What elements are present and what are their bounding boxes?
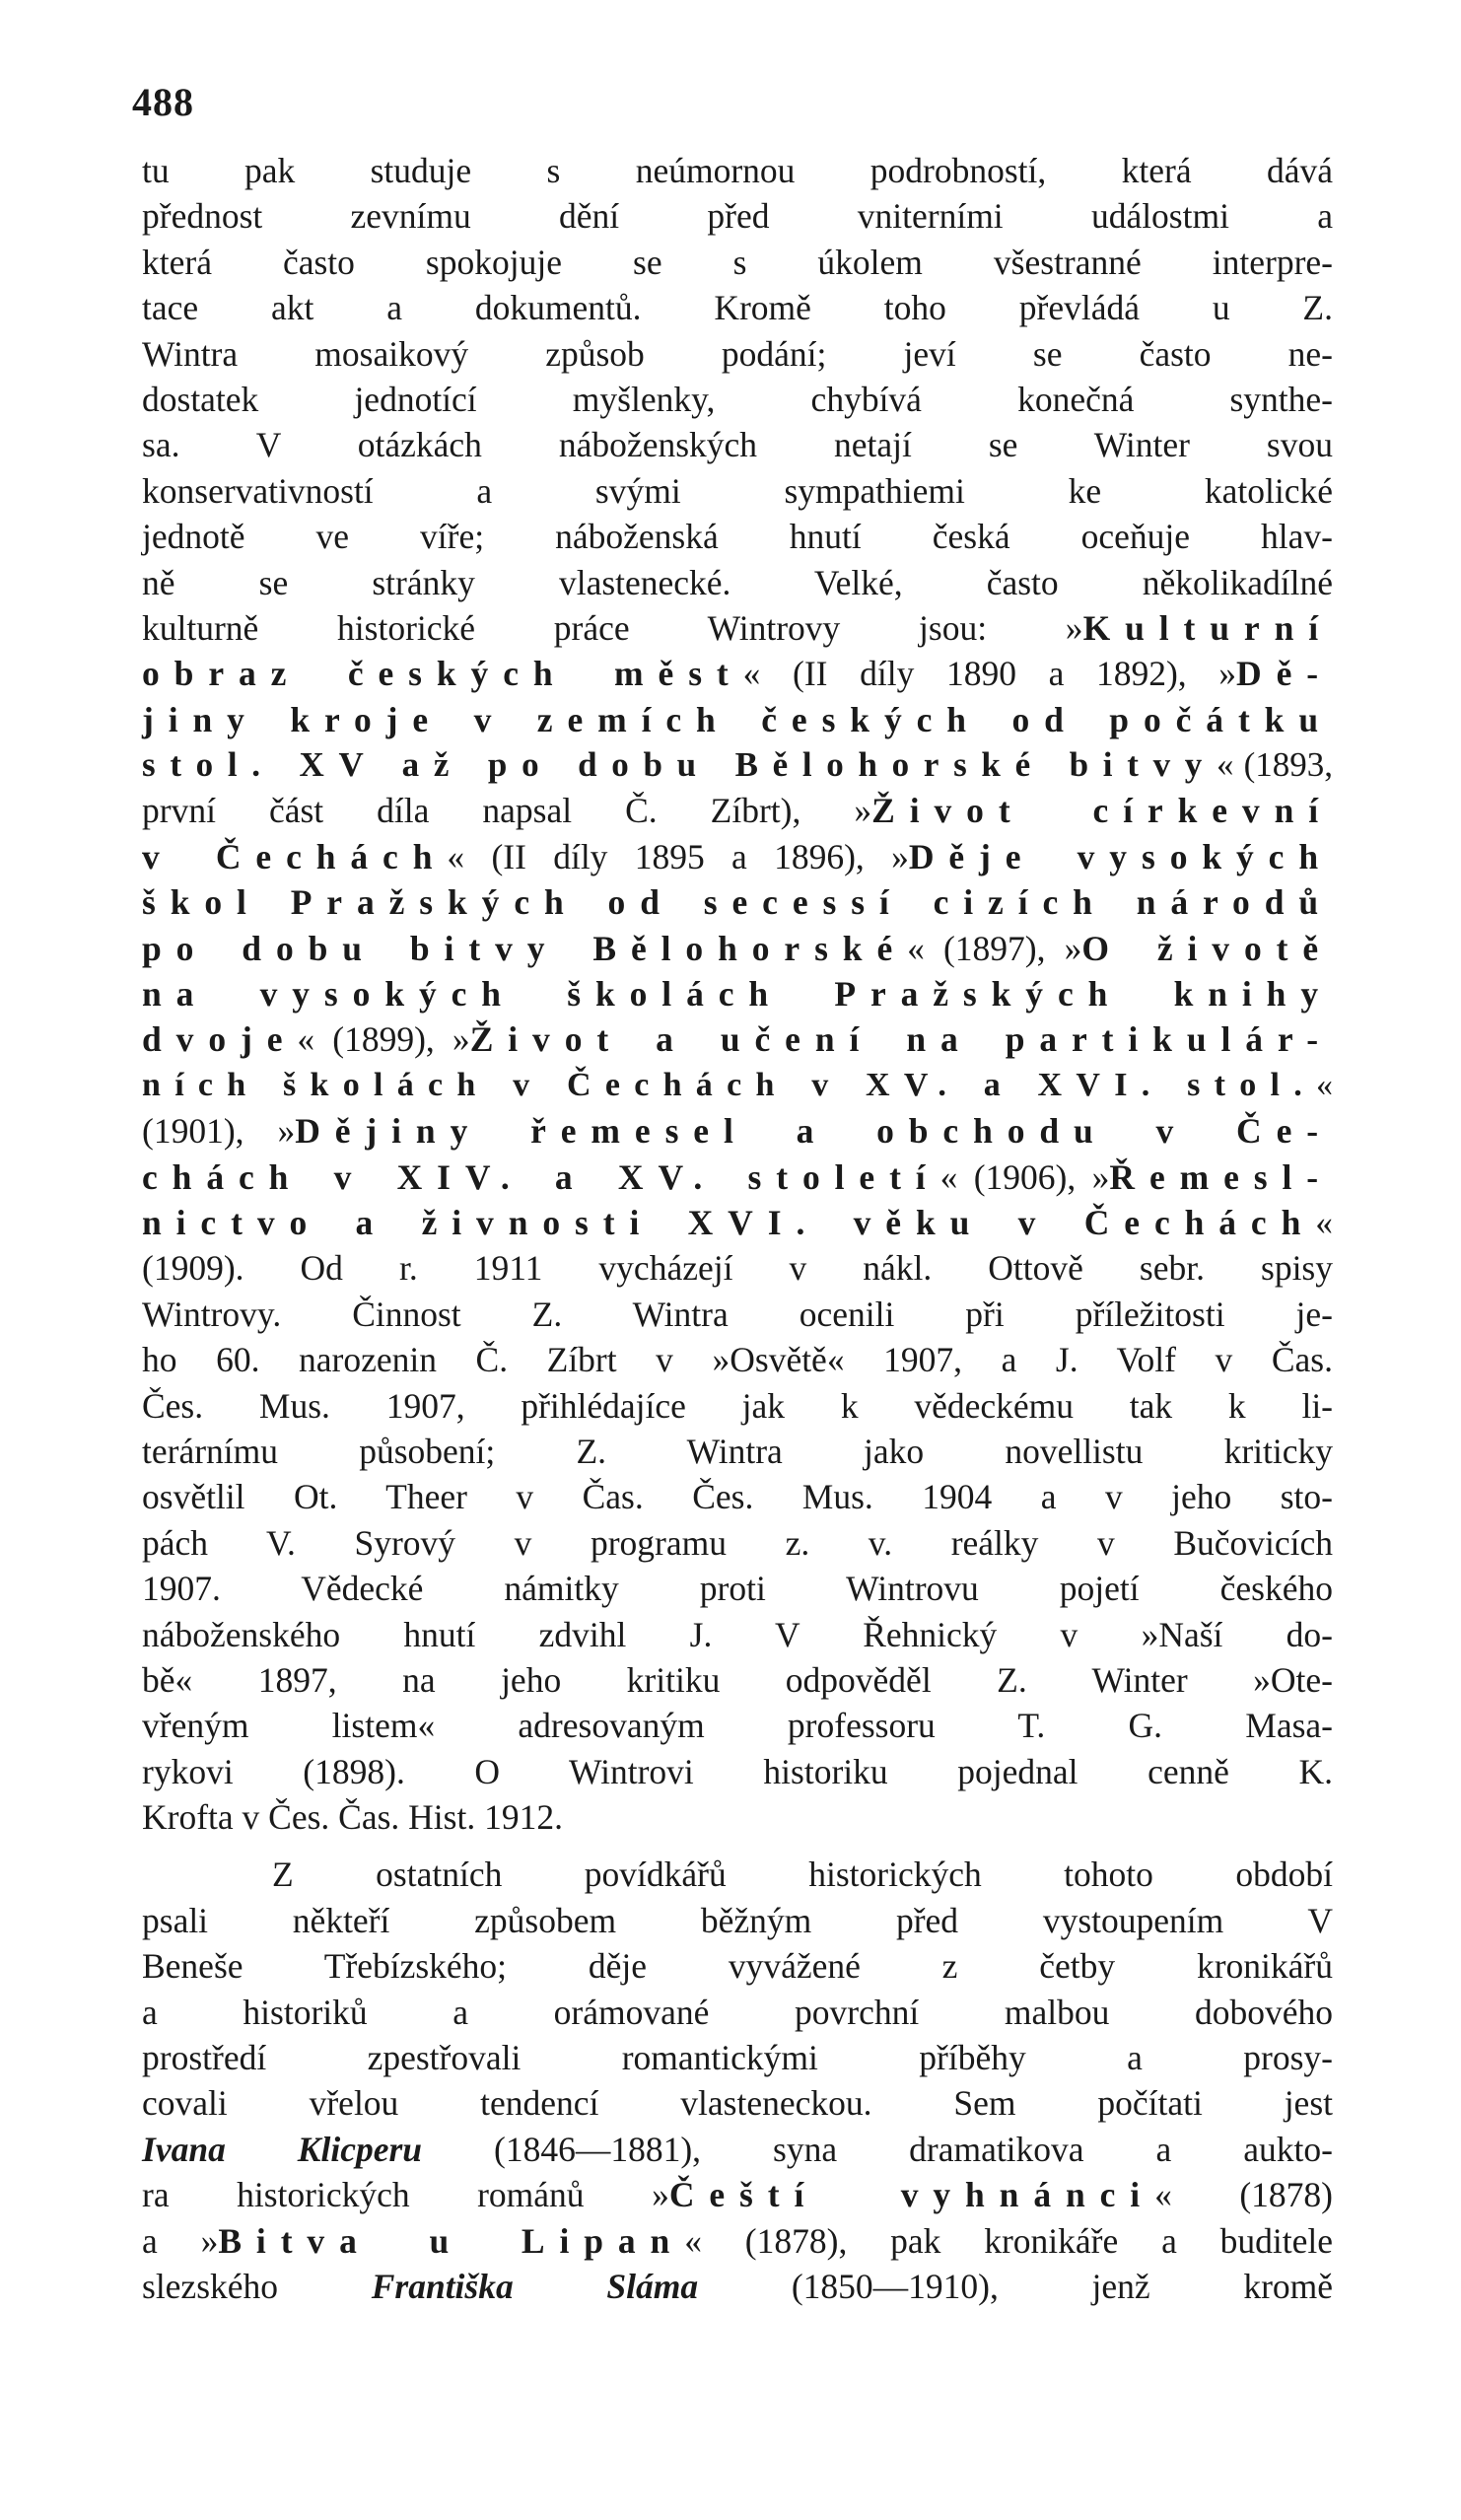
text-line — [142, 2035, 1333, 2080]
text-line — [142, 2080, 1333, 2126]
text-run: (1909). Od r. 1911 vycházejí v nákl. Ottově sebr. spisy — [142, 1248, 1333, 1289]
text-run: rykovi (1898). O Wintrovi historiku pojednal cenně K. — [142, 1751, 1333, 1791]
text-line — [142, 1990, 1333, 2035]
text-run: terárnímu působení; Z. Wintra jako novellistu kriticky — [142, 1431, 1333, 1471]
text-line — [142, 1703, 1333, 1748]
spaced-title: dvoje — [142, 1019, 298, 1060]
text-line — [142, 1657, 1333, 1703]
text-line — [142, 2264, 1333, 2309]
text-run: jednotě ve víře; náboženská hnutí česká oceňuje hlav- — [142, 517, 1333, 557]
text-line — [142, 788, 1333, 833]
text-line — [142, 834, 1333, 879]
text-run: dostatek jednotící myšlenky, chybívá konečná synthe- — [142, 379, 1333, 419]
text-run: « (II díly 1890 a 1892), » — [742, 654, 1237, 694]
text-run: « — [1316, 1066, 1333, 1103]
text-run: prostředí zpestřovali romantickými příběhy a prosy- — [142, 2038, 1333, 2078]
text-line — [142, 2218, 1333, 2264]
spaced-title: Dě- — [1236, 654, 1333, 694]
spaced-title: Kulturní — [1082, 607, 1333, 648]
spaced-title: chách v XIV. a XV. století — [142, 1156, 940, 1197]
text-run: bě« 1897, na jeho kritiku odpověděl Z. Winter »Ote- — [142, 1659, 1333, 1700]
text-line — [142, 1898, 1333, 1943]
text-run: « (1878), pak kronikáře a buditele — [684, 2220, 1334, 2261]
text-line — [142, 193, 1333, 239]
text-line — [142, 2172, 1333, 2217]
text-line — [142, 742, 1333, 788]
text-run: Beneše Třebízského; děje vyvážené z četby kronikářů — [142, 1946, 1333, 1987]
text-line — [142, 560, 1333, 605]
text-line — [142, 1200, 1333, 1245]
text-run: a historiků a orámované povrchní malbou dobového — [142, 1992, 1333, 2032]
text-line — [142, 1474, 1333, 1519]
text-line — [142, 148, 1333, 193]
spaced-title: Řemesl- — [1109, 1156, 1333, 1197]
text-line — [142, 651, 1333, 696]
text-line — [142, 1337, 1333, 1382]
text-run: (1850—1910), jenž kromě — [698, 2266, 1334, 2306]
italic-name: Františka Sláma — [371, 2266, 699, 2306]
text-run: ně se stránky vlastenecké. Velké, často několikadílné — [142, 562, 1333, 602]
text-line — [142, 1429, 1333, 1474]
text-run: a » — [142, 2220, 219, 2261]
text-run: která často spokojuje se s úkolem všestranné interpre- — [142, 242, 1333, 282]
text-line — [142, 514, 1333, 559]
page-number: 488 — [132, 80, 194, 124]
text-run: « (1897), » — [907, 928, 1082, 968]
text-run: ho 60. narozenin Č. Zíbrt v »Osvětě« 1907, a J. Volf v Čas. — [142, 1340, 1333, 1380]
text-line — [142, 1520, 1333, 1566]
spaced-title: Dějiny řemesel a obchodu v Če- — [295, 1111, 1333, 1152]
paragraph-gap — [142, 1840, 1333, 1852]
text-run: tu pak studuje s neúmornou podrobností, která dává — [142, 151, 1333, 190]
text-line — [142, 377, 1333, 422]
text-run: přednost zevnímu dění před vniterními událostmi a — [142, 196, 1333, 237]
text-line — [142, 240, 1333, 285]
spaced-title: Život církevní — [871, 791, 1333, 831]
text-run: konservativností a svými sympathiemi ke katolické — [142, 470, 1333, 511]
text-run: « (1899), » — [297, 1019, 470, 1060]
text-run: Čes. Mus. 1907, přihlédajíce jak k vědeckému tak k li- — [142, 1385, 1333, 1426]
spaced-title: obraz českých měst — [142, 654, 743, 694]
text-run: náboženského hnutí zdvihl J. V Řehnický v »Naší do- — [142, 1614, 1333, 1654]
text-run: Krofta v Čes. Čas. Hist. 1912. — [142, 1797, 563, 1838]
text-run: slezského — [142, 2266, 372, 2306]
text-run: « — [1315, 1202, 1333, 1242]
spaced-title: nictvo a živnosti XVI. věku v Čechách — [142, 1202, 1316, 1242]
text-line — [142, 1108, 1333, 1154]
text-line — [142, 1063, 1333, 1108]
text-run: psali někteří způsobem běžným před vystoupením V — [142, 1900, 1333, 1940]
text-run: osvětlil Ot. Theer v Čas. Čes. Mus. 1904 a v jeho sto- — [142, 1477, 1333, 1517]
text-line — [142, 926, 1333, 971]
text-line — [142, 1566, 1333, 1611]
text-line — [142, 331, 1333, 377]
text-line — [142, 422, 1333, 467]
spaced-title: jiny kroje v zemích českých od počátku — [142, 699, 1333, 739]
spaced-title: na vysokých školách Pražských knihy — [142, 974, 1333, 1015]
text-line — [142, 1292, 1333, 1337]
spaced-title: škol Pražských od secessí cizích národů — [142, 882, 1333, 923]
text-line — [142, 971, 1333, 1016]
spaced-title: po dobu bitvy Bělohorské — [142, 928, 908, 968]
text-run: Z ostatních povídkářů historických tohoto období — [272, 1855, 1333, 1895]
text-line — [142, 285, 1333, 330]
text-run: kulturně historické práce Wintrovy jsou: » — [142, 607, 1083, 648]
text-line — [142, 1016, 1333, 1062]
italic-name: Ivana Klicperu — [142, 2129, 423, 2169]
text-line — [142, 1155, 1333, 1200]
text-line — [142, 605, 1333, 651]
text-line — [142, 468, 1333, 514]
text-run: 1907. Vědecké námitky proti Wintrovu pojetí českého — [142, 1569, 1333, 1609]
text-run: tace akt a dokumentů. Kromě toho převládá u Z. — [142, 288, 1333, 328]
body-text — [142, 148, 1333, 2309]
text-run: « (1878) — [1154, 2175, 1334, 2215]
text-run: pách V. Syrový v programu z. v. reálky v Bučovicích — [142, 1522, 1333, 1563]
text-run: « (II díly 1895 a 1896), » — [447, 836, 909, 876]
text-run: ra historických románů » — [142, 2175, 669, 2215]
text-run: Wintra mosaikový způsob podání; jeví se často ne- — [142, 333, 1333, 374]
text-line — [142, 1943, 1333, 1989]
text-line — [142, 1245, 1333, 1291]
paragraph — [142, 148, 1333, 1840]
spaced-title: ních školách v Čechách v XV. a XVI. stol. — [142, 1066, 1316, 1103]
text-line — [142, 697, 1333, 742]
text-run: (1846—1881), syna dramatikova a aukto- — [422, 2129, 1333, 2169]
text-run: « (1893, — [1216, 745, 1333, 785]
text-run: první část díla napsal Č. Zíbrt), » — [142, 791, 872, 831]
spaced-title: O životě — [1081, 928, 1334, 968]
text-line — [142, 1612, 1333, 1657]
text-line — [142, 879, 1333, 925]
text-run: vřeným listem« adresovaným professoru T. G. Masa- — [142, 1706, 1333, 1746]
text-run: (1901), » — [142, 1111, 296, 1152]
spaced-title: Čeští vyhnánci — [668, 2175, 1155, 2215]
spaced-title: Bitva u Lipan — [218, 2220, 685, 2261]
paragraph — [142, 1852, 1333, 2309]
text-run: sa. V otázkách náboženských netají se Winter svou — [142, 425, 1333, 465]
spaced-title: Děje vysokých — [908, 836, 1333, 876]
text-line — [142, 1794, 1333, 1840]
text-line — [142, 1749, 1333, 1794]
text-run: covali vřelou tendencí vlasteneckou. Sem počítati jest — [142, 2083, 1333, 2124]
spaced-title: Život a učení na partikulár- — [469, 1019, 1333, 1060]
text-line — [142, 1383, 1333, 1429]
spaced-title: stol. XV až po dobu Bělohorské bitvy — [142, 745, 1217, 785]
text-run: Wintrovy. Činnost Z. Wintra ocenili při příležitosti je- — [142, 1294, 1333, 1334]
spaced-title: v Čechách — [142, 836, 448, 876]
text-line — [142, 2127, 1333, 2172]
text-line — [142, 1852, 1333, 1897]
text-run: « (1906), » — [939, 1156, 1110, 1197]
